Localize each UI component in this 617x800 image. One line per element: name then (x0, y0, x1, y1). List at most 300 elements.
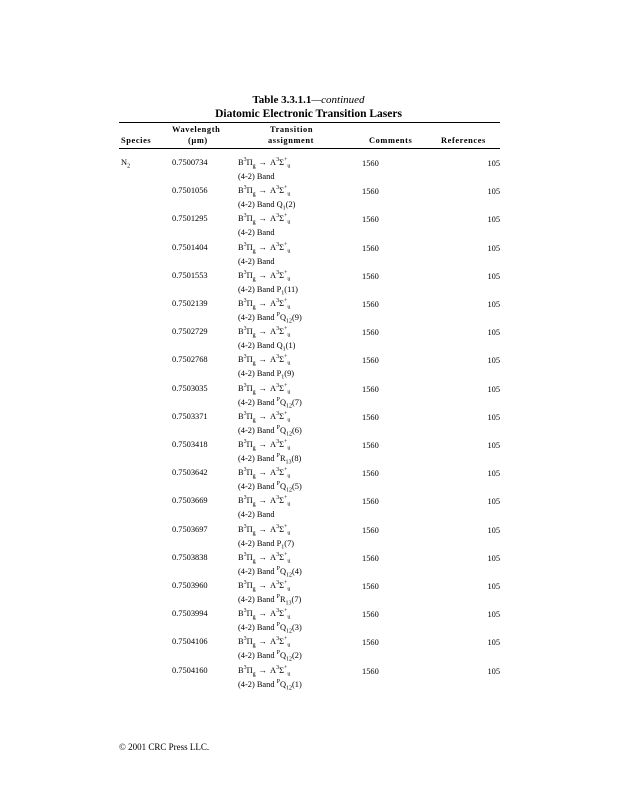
band-line-prefix: P (276, 397, 280, 404)
transition-lower-multiplicity: 3 (276, 495, 280, 502)
transition-upper-parity: g (252, 614, 256, 621)
transition-cell (238, 637, 290, 647)
transition-lower-state: A (270, 214, 277, 223)
wavelength-cell: 0.7502768 (172, 355, 208, 364)
band-line-subscript: 1 (281, 290, 285, 297)
transition-lower-symbol: Σ (279, 186, 284, 195)
transition-lower-symbol: Σ (279, 553, 284, 562)
reference-cell: 105 (487, 300, 500, 309)
comments-cell: 1560 (362, 610, 379, 619)
band-line-branch: Q (279, 313, 287, 322)
band-line-branch: R (279, 595, 286, 604)
transition-upper-symbol: Π (246, 327, 253, 336)
transition-arrow: → (258, 525, 268, 534)
transition-lower-parity: u (287, 219, 291, 226)
transition-upper-parity: g (252, 501, 256, 508)
comments-cell: 1560 (362, 328, 379, 337)
band-label: (4-2) Band (238, 680, 275, 689)
band-cell (238, 426, 302, 436)
band-label: (4-2) Band (238, 341, 275, 350)
transition-cell (238, 243, 290, 253)
band-line-prefix: P (276, 622, 280, 629)
transition-arrow: → (258, 496, 268, 505)
band-line-number: (7) (292, 398, 302, 407)
band-line-prefix: P (276, 679, 280, 686)
band-cell (238, 482, 302, 492)
transition-arrow: → (258, 214, 268, 223)
wavelength-cell: 0.7503669 (172, 496, 208, 505)
transition-upper-multiplicity: 3 (243, 467, 247, 474)
band-line-prefix: P (276, 453, 280, 460)
transition-upper-state: B (238, 384, 244, 393)
band-line-branch: Q (279, 398, 287, 407)
transition-cell (238, 214, 290, 224)
transition-lower-multiplicity: 3 (276, 383, 280, 390)
band-cell (238, 228, 275, 238)
wavelength-cell: 0.7503838 (172, 553, 208, 562)
comments-cell: 1560 (362, 187, 379, 196)
band-line-branch: P (276, 539, 282, 548)
transition-upper-symbol: Π (246, 214, 253, 223)
transition-lower-multiplicity: 3 (276, 354, 280, 361)
transition-upper-parity: g (252, 417, 256, 424)
transition-lower-state: A (270, 243, 277, 252)
band-line-prefix: P (276, 312, 280, 319)
comments-cell: 1560 (362, 413, 379, 422)
transition-lower-parity: u (287, 360, 291, 367)
band-line-branch: Q (276, 200, 283, 209)
species-symbol: N (121, 158, 128, 167)
band-line-number: (9) (284, 369, 295, 378)
transition-upper-multiplicity: 3 (243, 326, 247, 333)
transition-lower-multiplicity: 3 (276, 524, 280, 531)
band-cell (238, 510, 275, 520)
reference-cell: 105 (487, 526, 500, 535)
band-label: (4-2) Band (238, 172, 275, 181)
band-cell (238, 257, 275, 267)
band-cell (238, 285, 298, 295)
transition-upper-multiplicity: 3 (243, 636, 247, 643)
wavelength-cell: 0.7503035 (172, 384, 208, 393)
band-line-subscript: 12 (286, 656, 293, 663)
band-line-subscript: 1 (281, 374, 285, 381)
transition-lower-symbol: Σ (279, 609, 284, 618)
transition-lower-symbol: Σ (279, 243, 284, 252)
transition-upper-parity: g (252, 558, 256, 565)
transition-lower-state: A (270, 271, 277, 280)
transition-arrow: → (258, 553, 268, 562)
transition-upper-multiplicity: 3 (243, 665, 247, 672)
band-line-number: (4) (292, 567, 302, 576)
transition-upper-state: B (238, 553, 244, 562)
band-line-number: (5) (292, 482, 302, 491)
transition-lower-multiplicity: 3 (276, 439, 280, 446)
transition-cell (238, 186, 290, 196)
band-line-number: (7) (291, 595, 302, 604)
transition-lower-symbol: Σ (279, 158, 284, 167)
comments-cell: 1560 (362, 441, 379, 450)
wavelength-cell: 0.7504106 (172, 637, 208, 646)
transition-lower-parity: u (287, 558, 291, 565)
transition-lower-symbol: Σ (279, 214, 284, 223)
band-line-number: (7) (284, 539, 295, 548)
transition-lower-multiplicity: 3 (276, 242, 280, 249)
band-cell (238, 172, 275, 182)
transition-lower-state: A (270, 496, 277, 505)
transition-lower-state: A (270, 637, 277, 646)
transition-cell (238, 271, 290, 281)
transition-upper-state: B (238, 186, 244, 195)
transition-upper-parity: g (252, 360, 256, 367)
band-label: (4-2) Band (238, 539, 275, 548)
transition-upper-parity: g (252, 332, 256, 339)
band-line-subscript: 1 (282, 205, 286, 212)
reference-cell: 105 (487, 159, 500, 168)
header-assignment: assignment (268, 136, 315, 145)
transition-lower-parity: u (287, 163, 291, 170)
table-continued-label: —continued (311, 94, 365, 106)
transition-upper-symbol: Π (246, 496, 253, 505)
header-wavelength-unit: (µm) (188, 136, 208, 145)
transition-cell (238, 609, 290, 619)
comments-cell: 1560 (362, 526, 379, 535)
transition-arrow: → (258, 271, 268, 280)
transition-lower-symbol: Σ (279, 496, 284, 505)
transition-lower-reflection: + (283, 270, 288, 277)
transition-upper-parity: g (252, 473, 256, 480)
band-line-branch: Q (279, 680, 287, 689)
transition-upper-symbol: Π (246, 468, 253, 477)
band-line-subscript: 12 (286, 318, 293, 325)
transition-upper-state: B (238, 637, 244, 646)
reference-cell: 105 (487, 385, 500, 394)
transition-upper-multiplicity: 3 (243, 608, 247, 615)
transition-lower-state: A (270, 581, 277, 590)
transition-upper-state: B (238, 412, 244, 421)
transition-cell (238, 468, 290, 478)
reference-cell: 105 (487, 469, 500, 478)
transition-lower-symbol: Σ (279, 468, 284, 477)
transition-arrow: → (258, 327, 268, 336)
band-label: (4-2) Band (238, 285, 275, 294)
band-line-branch: P (276, 285, 282, 294)
wavelength-cell: 0.7503994 (172, 609, 208, 618)
reference-cell: 105 (487, 667, 500, 676)
transition-lower-reflection: + (283, 495, 288, 502)
wavelength-cell: 0.7502729 (172, 327, 208, 336)
transition-upper-state: B (238, 496, 244, 505)
band-line-branch: Q (279, 426, 287, 435)
transition-upper-multiplicity: 3 (243, 580, 247, 587)
transition-lower-parity: u (287, 642, 291, 649)
transition-upper-symbol: Π (246, 553, 253, 562)
transition-lower-symbol: Σ (279, 412, 284, 421)
transition-cell (238, 355, 290, 365)
transition-lower-reflection: + (283, 213, 288, 220)
transition-lower-multiplicity: 3 (276, 213, 280, 220)
reference-cell: 105 (487, 272, 500, 281)
transition-lower-reflection: + (283, 157, 288, 164)
transition-upper-parity: g (252, 642, 256, 649)
transition-lower-parity: u (287, 191, 291, 198)
transition-upper-state: B (238, 581, 244, 590)
comments-cell: 1560 (362, 385, 379, 394)
transition-lower-parity: u (287, 473, 291, 480)
wavelength-cell: 0.7503642 (172, 468, 208, 477)
transition-lower-reflection: + (283, 242, 288, 249)
comments-cell: 1560 (362, 667, 379, 676)
band-cell (238, 680, 302, 690)
transition-upper-multiplicity: 3 (243, 411, 247, 418)
band-cell (238, 341, 295, 351)
transition-lower-symbol: Σ (279, 637, 284, 646)
transition-upper-parity: g (252, 248, 256, 255)
transition-upper-multiplicity: 3 (243, 439, 247, 446)
transition-lower-reflection: + (283, 411, 288, 418)
band-cell (238, 369, 294, 379)
band-line-subscript: 12 (286, 572, 293, 579)
band-line-prefix: P (276, 566, 280, 573)
band-label: (4-2) Band (238, 567, 275, 576)
band-line-prefix: P (276, 650, 280, 657)
band-label: (4-2) Band (238, 426, 275, 435)
band-cell (238, 398, 302, 408)
band-line-branch: Q (276, 341, 283, 350)
reference-cell: 105 (487, 638, 500, 647)
wavelength-cell: 0.7501295 (172, 214, 208, 223)
transition-upper-symbol: Π (246, 525, 253, 534)
transition-lower-multiplicity: 3 (276, 298, 280, 305)
transition-lower-symbol: Σ (279, 299, 284, 308)
band-label: (4-2) Band (238, 398, 275, 407)
reference-cell: 105 (487, 215, 500, 224)
band-label: (4-2) Band (238, 510, 275, 519)
band-line-branch: Q (279, 651, 287, 660)
band-line-number: (8) (291, 454, 302, 463)
transition-upper-multiplicity: 3 (243, 242, 247, 249)
band-line-subscript: 1 (282, 346, 286, 353)
transition-lower-state: A (270, 355, 277, 364)
transition-upper-symbol: Π (246, 666, 253, 675)
transition-lower-multiplicity: 3 (276, 665, 280, 672)
transition-lower-reflection: + (283, 467, 288, 474)
transition-lower-reflection: + (283, 185, 288, 192)
transition-lower-symbol: Σ (279, 666, 284, 675)
band-line-subscript: 12 (286, 628, 293, 635)
transition-lower-state: A (270, 158, 277, 167)
band-line-subscript: 12 (286, 403, 293, 410)
transition-lower-state: A (270, 327, 277, 336)
band-line-number: (1) (285, 341, 296, 350)
transition-upper-state: B (238, 214, 244, 223)
band-label: (4-2) Band (238, 623, 275, 632)
band-label: (4-2) Band (238, 313, 275, 322)
transition-lower-parity: u (287, 586, 291, 593)
band-cell (238, 567, 302, 577)
comments-cell: 1560 (362, 272, 379, 281)
table-top-rule (119, 122, 500, 123)
transition-upper-parity: g (252, 671, 256, 678)
wavelength-cell: 0.7503960 (172, 581, 208, 590)
transition-upper-state: B (238, 158, 244, 167)
species-cell (121, 158, 130, 168)
transition-arrow: → (258, 243, 268, 252)
transition-arrow: → (258, 468, 268, 477)
transition-upper-symbol: Π (246, 440, 253, 449)
band-label: (4-2) Band (238, 595, 275, 604)
reference-cell: 105 (487, 187, 500, 196)
transition-lower-symbol: Σ (279, 327, 284, 336)
band-label: (4-2) Band (238, 369, 275, 378)
band-label: (4-2) Band (238, 200, 275, 209)
table-subtitle: Diatomic Electronic Transition Lasers (215, 108, 402, 120)
transition-upper-parity: g (252, 163, 256, 170)
comments-cell: 1560 (362, 497, 379, 506)
band-cell (238, 651, 302, 661)
band-line-subscript: 1 (281, 544, 285, 551)
transition-lower-parity: u (287, 445, 291, 452)
transition-lower-multiplicity: 3 (276, 411, 280, 418)
transition-lower-symbol: Σ (279, 525, 284, 534)
transition-lower-state: A (270, 609, 277, 618)
transition-upper-state: B (238, 440, 244, 449)
transition-lower-reflection: + (283, 439, 288, 446)
transition-upper-symbol: Π (246, 355, 253, 364)
transition-upper-state: B (238, 299, 244, 308)
transition-arrow: → (258, 355, 268, 364)
transition-arrow: → (258, 581, 268, 590)
wavelength-cell: 0.7501404 (172, 243, 208, 252)
header-species: Species (121, 136, 152, 145)
reference-cell: 105 (487, 413, 500, 422)
transition-lower-multiplicity: 3 (276, 580, 280, 587)
transition-upper-state: B (238, 327, 244, 336)
wavelength-cell: 0.7504160 (172, 666, 208, 675)
reference-cell: 105 (487, 244, 500, 253)
transition-lower-multiplicity: 3 (276, 270, 280, 277)
band-line-branch: P (276, 369, 282, 378)
transition-upper-parity: g (252, 304, 256, 311)
table-title (0, 94, 617, 106)
transition-cell (238, 440, 290, 450)
transition-lower-multiplicity: 3 (276, 467, 280, 474)
transition-lower-reflection: + (283, 665, 288, 672)
transition-lower-multiplicity: 3 (276, 636, 280, 643)
band-line-subscript: 12 (286, 431, 293, 438)
transition-lower-reflection: + (283, 580, 288, 587)
transition-lower-state: A (270, 384, 277, 393)
transition-lower-reflection: + (283, 636, 288, 643)
band-line-prefix: P (276, 425, 280, 432)
transition-lower-reflection: + (283, 383, 288, 390)
comments-cell: 1560 (362, 159, 379, 168)
comments-cell: 1560 (362, 300, 379, 309)
comments-cell: 1560 (362, 215, 379, 224)
transition-upper-state: B (238, 468, 244, 477)
transition-lower-multiplicity: 3 (276, 608, 280, 615)
header-transition: Transition (270, 125, 314, 134)
transition-lower-symbol: Σ (279, 355, 284, 364)
band-line-prefix: P (276, 594, 280, 601)
wavelength-cell: 0.7501056 (172, 186, 208, 195)
transition-cell (238, 553, 290, 563)
transition-lower-parity: u (287, 671, 291, 678)
table-number: Table 3.3.1.1 (252, 94, 312, 106)
table-header-rule (119, 148, 500, 149)
band-line-prefix: P (276, 481, 280, 488)
transition-upper-parity: g (252, 219, 256, 226)
transition-arrow: → (258, 440, 268, 449)
band-line-number: (9) (292, 313, 302, 322)
transition-cell (238, 666, 290, 676)
transition-lower-parity: u (287, 614, 291, 621)
transition-lower-symbol: Σ (279, 384, 284, 393)
transition-upper-state: B (238, 666, 244, 675)
transition-upper-multiplicity: 3 (243, 524, 247, 531)
transition-upper-symbol: Π (246, 243, 253, 252)
band-label: (4-2) Band (238, 257, 275, 266)
band-cell (238, 539, 294, 549)
transition-lower-state: A (270, 412, 277, 421)
transition-upper-multiplicity: 3 (243, 495, 247, 502)
transition-upper-symbol: Π (246, 412, 253, 421)
transition-arrow: → (258, 609, 268, 618)
transition-lower-state: A (270, 299, 277, 308)
transition-upper-multiplicity: 3 (243, 552, 247, 559)
band-label: (4-2) Band (238, 228, 275, 237)
transition-upper-multiplicity: 3 (243, 383, 247, 390)
transition-cell (238, 496, 290, 506)
transition-lower-state: A (270, 666, 277, 675)
transition-upper-parity: g (252, 191, 256, 198)
band-line-number: (3) (292, 623, 302, 632)
transition-upper-symbol: Π (246, 299, 253, 308)
band-line-subscript: 13 (285, 459, 292, 466)
transition-lower-multiplicity: 3 (276, 552, 280, 559)
transition-upper-multiplicity: 3 (243, 298, 247, 305)
transition-arrow: → (258, 384, 268, 393)
transition-lower-parity: u (287, 248, 291, 255)
transition-lower-state: A (270, 186, 277, 195)
transition-lower-reflection: + (283, 326, 288, 333)
transition-cell (238, 299, 290, 309)
transition-lower-parity: u (287, 530, 291, 537)
comments-cell: 1560 (362, 244, 379, 253)
transition-upper-symbol: Π (246, 271, 253, 280)
header-wavelength: Wavelength (172, 125, 221, 134)
transition-lower-reflection: + (283, 298, 288, 305)
transition-upper-state: B (238, 609, 244, 618)
copyright-footer: © 2001 CRC Press LLC. (119, 742, 210, 752)
transition-arrow: → (258, 158, 268, 167)
transition-upper-symbol: Π (246, 384, 253, 393)
transition-upper-state: B (238, 355, 244, 364)
comments-cell: 1560 (362, 554, 379, 563)
wavelength-cell: 0.7503371 (172, 412, 208, 421)
transition-cell (238, 327, 290, 337)
transition-lower-state: A (270, 553, 277, 562)
band-label: (4-2) Band (238, 454, 275, 463)
transition-upper-parity: g (252, 389, 256, 396)
transition-lower-parity: u (287, 304, 291, 311)
band-label: (4-2) Band (238, 651, 275, 660)
band-line-branch: R (279, 454, 286, 463)
transition-lower-multiplicity: 3 (276, 185, 280, 192)
transition-lower-state: A (270, 525, 277, 534)
reference-cell: 105 (487, 610, 500, 619)
transition-upper-multiplicity: 3 (243, 185, 247, 192)
transition-lower-parity: u (287, 332, 291, 339)
